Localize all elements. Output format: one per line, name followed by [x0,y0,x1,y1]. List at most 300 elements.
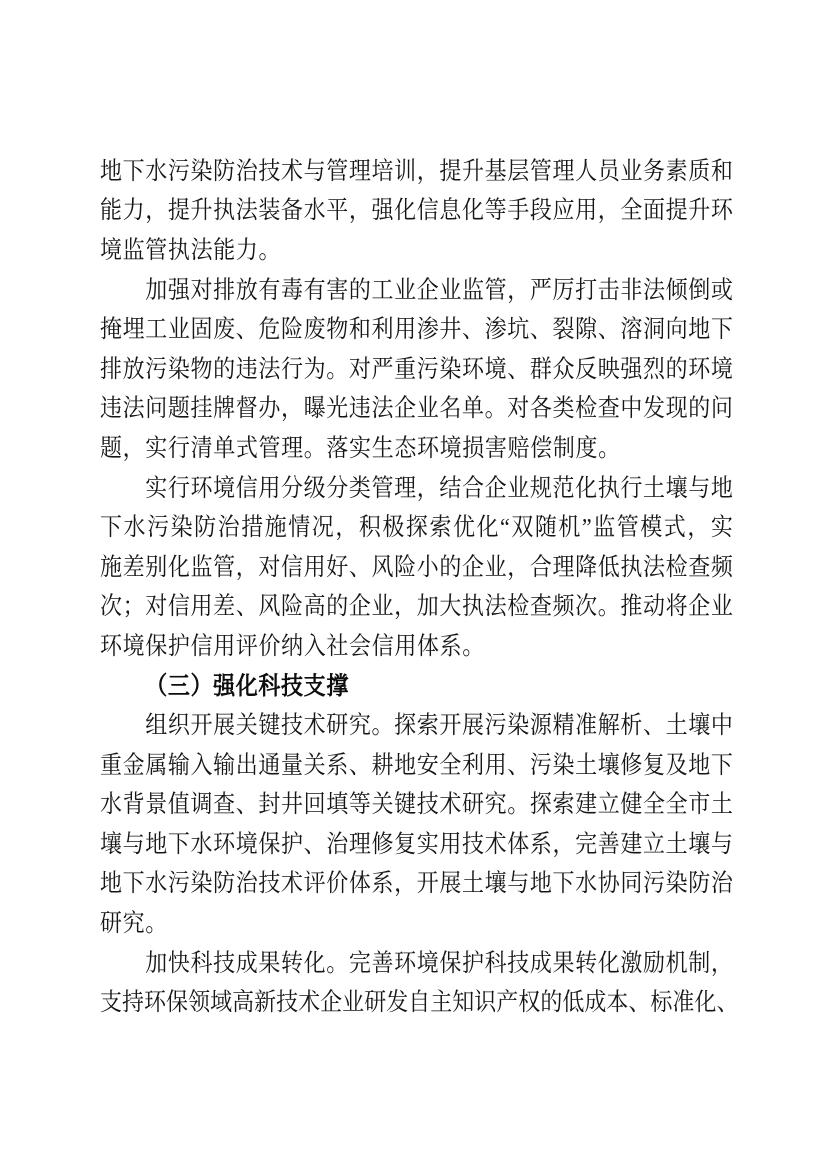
text-line [100,389,733,429]
glyph: 壤 [688,829,711,858]
glyph: 大 [439,591,462,620]
glyph: 土 [575,750,598,779]
glyph: 频 [710,552,733,581]
glyph: 训 [394,156,417,185]
glyph: 强 [213,670,236,699]
glyph: 企 [688,591,711,620]
glyph: 建 [575,789,598,818]
glyph: 激 [620,948,643,977]
glyph: 地 [100,868,123,897]
glyph: 键 [258,710,281,739]
glyph: 开 [439,710,462,739]
glyph: ， [507,275,530,304]
glyph: 排 [213,275,236,304]
glyph: 重 [394,354,417,383]
glyph: 壤 [665,472,688,501]
glyph: ， [394,868,417,897]
glyph: ； [122,591,145,620]
glyph: 查 [597,393,620,422]
glyph: 织 [167,710,190,739]
glyph: 土 [462,868,485,897]
glyph: 强 [620,354,643,383]
glyph: 染 [439,354,462,383]
glyph: 索 [552,789,575,818]
glyph: 完 [575,829,598,858]
glyph: 。 [507,789,530,818]
glyph: 题 [167,393,190,422]
glyph: 法 [258,354,281,383]
glyph: 渗 [416,314,439,343]
glyph: 段 [529,195,552,224]
glyph: 光 [326,393,349,422]
text-line [100,191,733,231]
glyph: 信 [235,472,258,501]
glyph: 害 [326,275,349,304]
glyph: 行 [167,472,190,501]
glyph: 用 [394,314,417,343]
glyph: 下 [122,156,145,185]
glyph: 治 [235,868,258,897]
glyph: 、 [716,987,739,1016]
glyph: 下 [167,829,190,858]
glyph: 坑 [507,314,530,343]
glyph: 小 [416,552,439,581]
glyph: 对 [258,552,281,581]
glyph: 水 [190,829,213,858]
glyph: ， [597,195,620,224]
glyph: 检 [507,591,530,620]
glyph: 背 [122,789,145,818]
glyph: 护 [167,631,190,660]
text-line [100,982,739,1022]
glyph: 强 [167,275,190,304]
glyph: 、 [235,789,258,818]
glyph: 纳 [281,631,304,660]
glyph: 执 [597,472,620,501]
glyph: 查 [213,789,236,818]
text-block [100,151,739,1022]
glyph: 监 [190,552,213,581]
glyph: 合 [529,552,552,581]
glyph: （ [145,670,168,699]
glyph: 手 [507,195,530,224]
glyph: 固 [190,314,213,343]
glyph: 况 [311,512,334,541]
glyph: 别 [145,552,168,581]
glyph: 业 [371,591,394,620]
glyph: 污 [484,710,507,739]
glyph: 领 [188,987,211,1016]
glyph: 击 [597,275,620,304]
glyph: 的 [348,275,371,304]
glyph: 。 [598,433,621,462]
glyph: 机 [558,512,581,541]
glyph: 究 [484,789,507,818]
text-line [100,349,733,389]
glyph: 防 [213,156,236,185]
glyph: 地 [529,868,552,897]
glyph: 积 [358,512,381,541]
glyph: 工 [145,314,168,343]
glyph: 出 [235,750,258,779]
glyph: 反 [575,354,598,383]
glyph: 范 [552,472,575,501]
glyph: 或 [710,275,733,304]
glyph: 境 [416,948,439,977]
glyph: 下 [710,750,733,779]
glyph: 的 [326,591,349,620]
glyph: 协 [597,868,620,897]
glyph: 及 [665,750,688,779]
glyph: ， [687,512,710,541]
glyph: 水 [145,868,168,897]
glyph: 输 [167,750,190,779]
glyph: 各 [529,393,552,422]
glyph: 执 [462,591,485,620]
glyph: 成 [529,948,552,977]
glyph: 风 [371,552,394,581]
glyph: 执 [620,552,643,581]
glyph: 会 [349,631,372,660]
glyph: 众 [552,354,575,383]
glyph: 研 [364,987,387,1016]
glyph: 的 [540,987,563,1016]
glyph: 低 [597,552,620,581]
glyph: 究 [348,710,371,739]
glyph: 转 [280,948,303,977]
glyph: 实 [145,472,168,501]
glyph: 检 [665,552,688,581]
glyph: 科 [190,948,213,977]
glyph: 装 [258,195,281,224]
glyph: 信 [416,195,439,224]
glyph: 管 [258,433,281,462]
paragraph [100,151,733,270]
glyph: 业 [439,275,462,304]
glyph: 标 [650,987,673,1016]
glyph: 中 [710,710,733,739]
glyph: 修 [620,750,643,779]
glyph: 升 [190,195,213,224]
glyph: 术 [439,789,462,818]
glyph: 染 [190,868,213,897]
glyph: ， [394,591,417,620]
glyph: 向 [665,314,688,343]
glyph: 层 [507,156,530,185]
glyph: 水 [303,195,326,224]
glyph: 实 [710,512,733,541]
glyph: 对 [190,275,213,304]
glyph: 强 [371,195,394,224]
glyph: 染 [507,710,530,739]
glyph: 平 [326,195,349,224]
glyph: 提 [167,195,190,224]
glyph: ， [235,552,258,581]
text-line [100,151,733,191]
glyph: 加 [145,275,168,304]
glyph: 价 [258,631,281,660]
glyph: 。 [258,235,281,264]
text-line [100,903,733,943]
glyph: 系 [371,868,394,897]
glyph: 清 [190,433,213,462]
glyph: 员 [597,156,620,185]
glyph: 施 [264,512,287,541]
glyph: 。 [371,710,394,739]
glyph: 组 [145,710,168,739]
glyph: 提 [665,195,688,224]
glyph: 式 [663,512,686,541]
glyph: 业 [484,552,507,581]
glyph: 行 [281,354,304,383]
text-line [100,270,733,310]
glyph: 发 [643,393,666,422]
glyph: 化 [575,472,598,501]
text-line [100,547,733,587]
glyph: 产 [496,987,519,1016]
glyph: 培 [371,156,394,185]
glyph: 优 [452,512,475,541]
glyph: 机 [665,948,688,977]
glyph: 复 [643,750,666,779]
glyph: 井 [281,789,304,818]
glyph: 。 [303,433,326,462]
glyph: 地 [145,829,168,858]
glyph: 体 [348,868,371,897]
glyph: 、 [507,354,530,383]
glyph: 名 [439,393,462,422]
glyph: ， [335,512,358,541]
glyph: 化 [462,195,485,224]
glyph: 知 [452,987,475,1016]
glyph: 属 [145,750,168,779]
glyph: 技 [280,710,303,739]
glyph: 与 [122,829,145,858]
glyph: 地 [394,750,417,779]
glyph: 源 [529,710,552,739]
glyph: 染 [170,512,193,541]
glyph: 利 [462,750,485,779]
glyph: 害 [484,433,507,462]
glyph: 企 [394,393,417,422]
glyph: 防 [194,512,217,541]
glyph: 成 [584,987,607,1016]
glyph: 放 [235,275,258,304]
glyph: 全 [665,789,688,818]
glyph: 隙 [575,314,598,343]
glyph: 度 [575,433,598,462]
glyph: 输 [213,750,236,779]
text-line [100,230,733,270]
glyph: 废 [303,314,326,343]
glyph: 单 [462,393,485,422]
glyph: 挂 [190,393,213,422]
glyph: 等 [348,789,371,818]
glyph: 、 [348,552,371,581]
text-line [100,824,733,864]
glyph: 壤 [688,710,711,739]
glyph: 有 [303,275,326,304]
text-line [100,666,733,706]
glyph: 赔 [507,433,530,462]
glyph: 境 [235,829,258,858]
glyph: 探 [394,710,417,739]
glyph: 地 [710,472,733,501]
glyph: 污 [416,354,439,383]
glyph: 本 [606,987,629,1016]
glyph: ， [552,829,575,858]
glyph: 管 [529,156,552,185]
glyph: 与 [688,472,711,501]
glyph: 保 [166,987,189,1016]
glyph: 倾 [665,275,688,304]
glyph: 自 [408,987,431,1016]
glyph: 将 [665,591,688,620]
glyph: 、 [462,314,485,343]
glyph: 成 [235,948,258,977]
glyph: 壤 [484,868,507,897]
glyph: 土 [710,789,733,818]
glyph: 管 [484,275,507,304]
glyph: 耕 [371,750,394,779]
glyph: ， [416,472,439,501]
glyph: 放 [122,354,145,383]
glyph: 次 [100,591,123,620]
glyph: 次 [575,591,598,620]
glyph: 有 [258,275,281,304]
glyph: 值 [167,789,190,818]
paragraph [100,468,733,666]
glyph: 执 [213,195,236,224]
glyph: 建 [620,829,643,858]
glyph: 究 [122,908,145,937]
glyph: 降 [575,552,598,581]
glyph: 技 [507,948,530,977]
glyph: 全 [643,789,666,818]
glyph: 能 [100,195,123,224]
glyph: 污 [643,868,666,897]
glyph: 务 [643,156,666,185]
glyph: 三 [167,670,190,699]
glyph: 土 [665,710,688,739]
glyph: 生 [371,433,394,462]
glyph: 土 [665,829,688,858]
glyph: 科 [258,670,281,699]
glyph: 制 [552,433,575,462]
glyph: 能 [213,235,236,264]
glyph: ， [348,195,371,224]
glyph: 损 [462,433,485,462]
glyph: 管 [213,552,236,581]
glyph: 污 [145,354,168,383]
text-line [100,745,733,785]
glyph: 析 [620,710,643,739]
glyph: 市 [688,789,711,818]
glyph: 化 [597,948,620,977]
text-line [100,626,733,666]
glyph: 行 [620,472,643,501]
glyph: 地 [688,314,711,343]
glyph: 下 [710,314,733,343]
glyph: 重 [100,750,123,779]
glyph: 严 [371,354,394,383]
glyph: 化 [167,552,190,581]
glyph: 水 [145,156,168,185]
glyph: 升 [462,156,485,185]
glyph: 企 [484,472,507,501]
glyph: 业 [416,393,439,422]
glyph: 。 [145,908,168,937]
glyph: 、 [628,987,651,1016]
glyph: 极 [382,512,405,541]
glyph: 术 [298,987,321,1016]
glyph: 技 [281,670,304,699]
glyph: 执 [167,235,190,264]
glyph: 入 [190,750,213,779]
glyph: 污 [167,156,190,185]
glyph: 应 [552,195,575,224]
glyph: 技 [276,987,299,1016]
glyph: 水 [575,868,598,897]
glyph: 实 [145,433,168,462]
glyph: 力 [235,235,258,264]
glyph: 地 [100,156,123,185]
glyph: 管 [616,512,639,541]
glyph: ， [416,156,439,185]
glyph: 。 [326,948,349,977]
glyph: 环 [394,948,417,977]
glyph: 理 [552,156,575,185]
text-line [100,705,733,745]
glyph: 督 [235,393,258,422]
glyph: 化 [394,195,417,224]
glyph: 研 [100,908,123,937]
glyph: 壤 [597,750,620,779]
glyph: 信 [190,631,213,660]
glyph: 环 [710,195,733,224]
glyph: 入 [303,631,326,660]
glyph: 下 [552,868,575,897]
glyph: 风 [258,591,281,620]
glyph: 业 [394,275,417,304]
glyph: 污 [167,868,190,897]
paragraph [100,705,733,943]
glyph: 立 [643,829,666,858]
glyph: 环 [144,987,167,1016]
glyph: 监 [122,235,145,264]
glyph: 精 [552,710,575,739]
glyph: 企 [462,552,485,581]
glyph: 法 [371,393,394,422]
glyph: 下 [122,868,145,897]
glyph: 壤 [100,829,123,858]
glyph: 法 [643,552,666,581]
glyph: 业 [710,591,733,620]
glyph: 污 [147,512,170,541]
glyph: 信 [167,591,190,620]
glyph: 物 [326,314,349,343]
glyph: 办 [258,393,281,422]
glyph: 措 [241,512,264,541]
glyph: 术 [281,156,304,185]
glyph: 染 [552,750,575,779]
glyph: 解 [597,710,620,739]
glyph: 情 [288,512,311,541]
glyph: 境 [100,235,123,264]
glyph: ） [190,670,213,699]
glyph: 毒 [280,275,303,304]
glyph: 好 [326,552,349,581]
